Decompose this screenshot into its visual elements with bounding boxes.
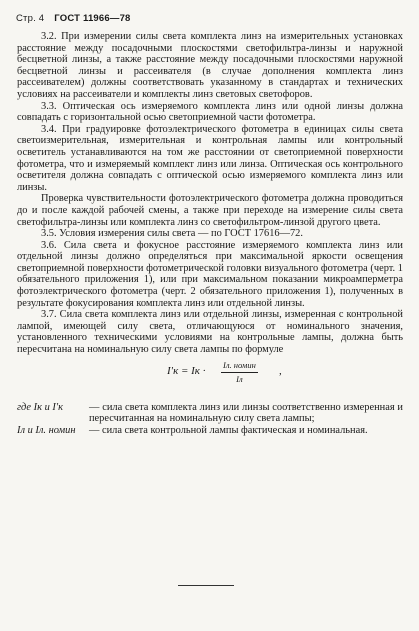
- closing-rule: [178, 585, 234, 586]
- formula: [17, 360, 403, 400]
- definition-symbol: где Iк и I′к: [17, 401, 63, 413]
- standard-number: ГОСТ 11966—78: [54, 13, 131, 24]
- paragraph-3-2: 3.2. При измерении силы света комплекта линз на измерительных установках расстояние между посадочными плоскостями светофильтра-линзы и наружной бесцветной линзы, а также расстояние между посадочными плоскостями наружной бесцветной линзы и рассеивателя (в случае дополнения комплекта линз рассеивателем) должны соответствовать указанному в стандартах и технических условиях на рассеиватели и комплекты линз световых светофоров.: [17, 31, 403, 100]
- page-number: Стр. 4: [16, 13, 45, 24]
- document-body: [17, 31, 403, 436]
- formula-denominator: Iл: [236, 374, 243, 385]
- definition-row: [17, 425, 403, 437]
- formula-fraction: [221, 360, 258, 386]
- definition-symbol: Iл и Iл. номин: [17, 424, 76, 436]
- paragraph-3-3: 3.3. Оптическая ось измеряемого комплекта линз или одной линзы должна совпадать с горизонтальной осью светоприемной части фотометра.: [17, 100, 403, 124]
- paragraph-3-5: 3.5. Условия измерения силы света — по ГОСТ 17616—72.: [41, 228, 303, 240]
- formula-tail: ,: [279, 364, 282, 377]
- paragraph-3-7: 3.7. Сила света комплекта линз или отдельной линзы, измеренная с контрольной лампой, имеющей силу света, отличающуюся от номинального значения, установленного техническими условиями на контрольные лампы, должна быть пересчитана на номинальную силу света лампы по формуле: [17, 309, 403, 356]
- paragraph-3-4: 3.4. При градуировке фотоэлектрического фотометра в единицах силы света светоизмерительная, измерительная и контрольная лампы или контрольный осветитель устанавливаются на том же расстоянии от светоприемной поверхности фотометра, что и измеряемый комплект линз или линза. Оптическая ось контрольного осветителя должна совпадать с оптической осью измеряемого комплекта линз или линзы.: [17, 123, 403, 193]
- formula-lhs: I′к = Iк ·: [167, 364, 206, 377]
- definition-text: — сила света контрольной лампы фактическая и номинальная.: [89, 424, 368, 436]
- paragraph-check: Проверка чувствительности фотоэлектрического фотометра должна проводиться до и после каждой рабочей смены, а также при переходе на измерение силы света светофильтра-линзы или комплекта линз со светофильтром-линзой другого цвета.: [17, 193, 403, 228]
- page-header: [16, 13, 131, 24]
- definition-row: [17, 402, 403, 425]
- definition-text: — сила света комплекта линз или линзы соответственно измеренная и пересчитанная на номинальную силу света лампы;: [89, 401, 403, 425]
- paragraph-3-6: 3.6. Сила света и фокусное расстояние измеряемого комплекта линз или отдельной линзы должно определяться при максимальной яркости освещения светоприемной поверхности фотометрической головки визуального фотометра (черт. 1 обязательного приложения 1), или при максимальном показании микроамперметра фотоэлектрического фотометра (черт. 2 обязательного приложения 1), полученных в результате фокусирования комплекта линз или отдельной линзы.: [17, 239, 403, 309]
- definitions: [17, 402, 403, 437]
- formula-numerator: Iл. номин: [221, 360, 258, 374]
